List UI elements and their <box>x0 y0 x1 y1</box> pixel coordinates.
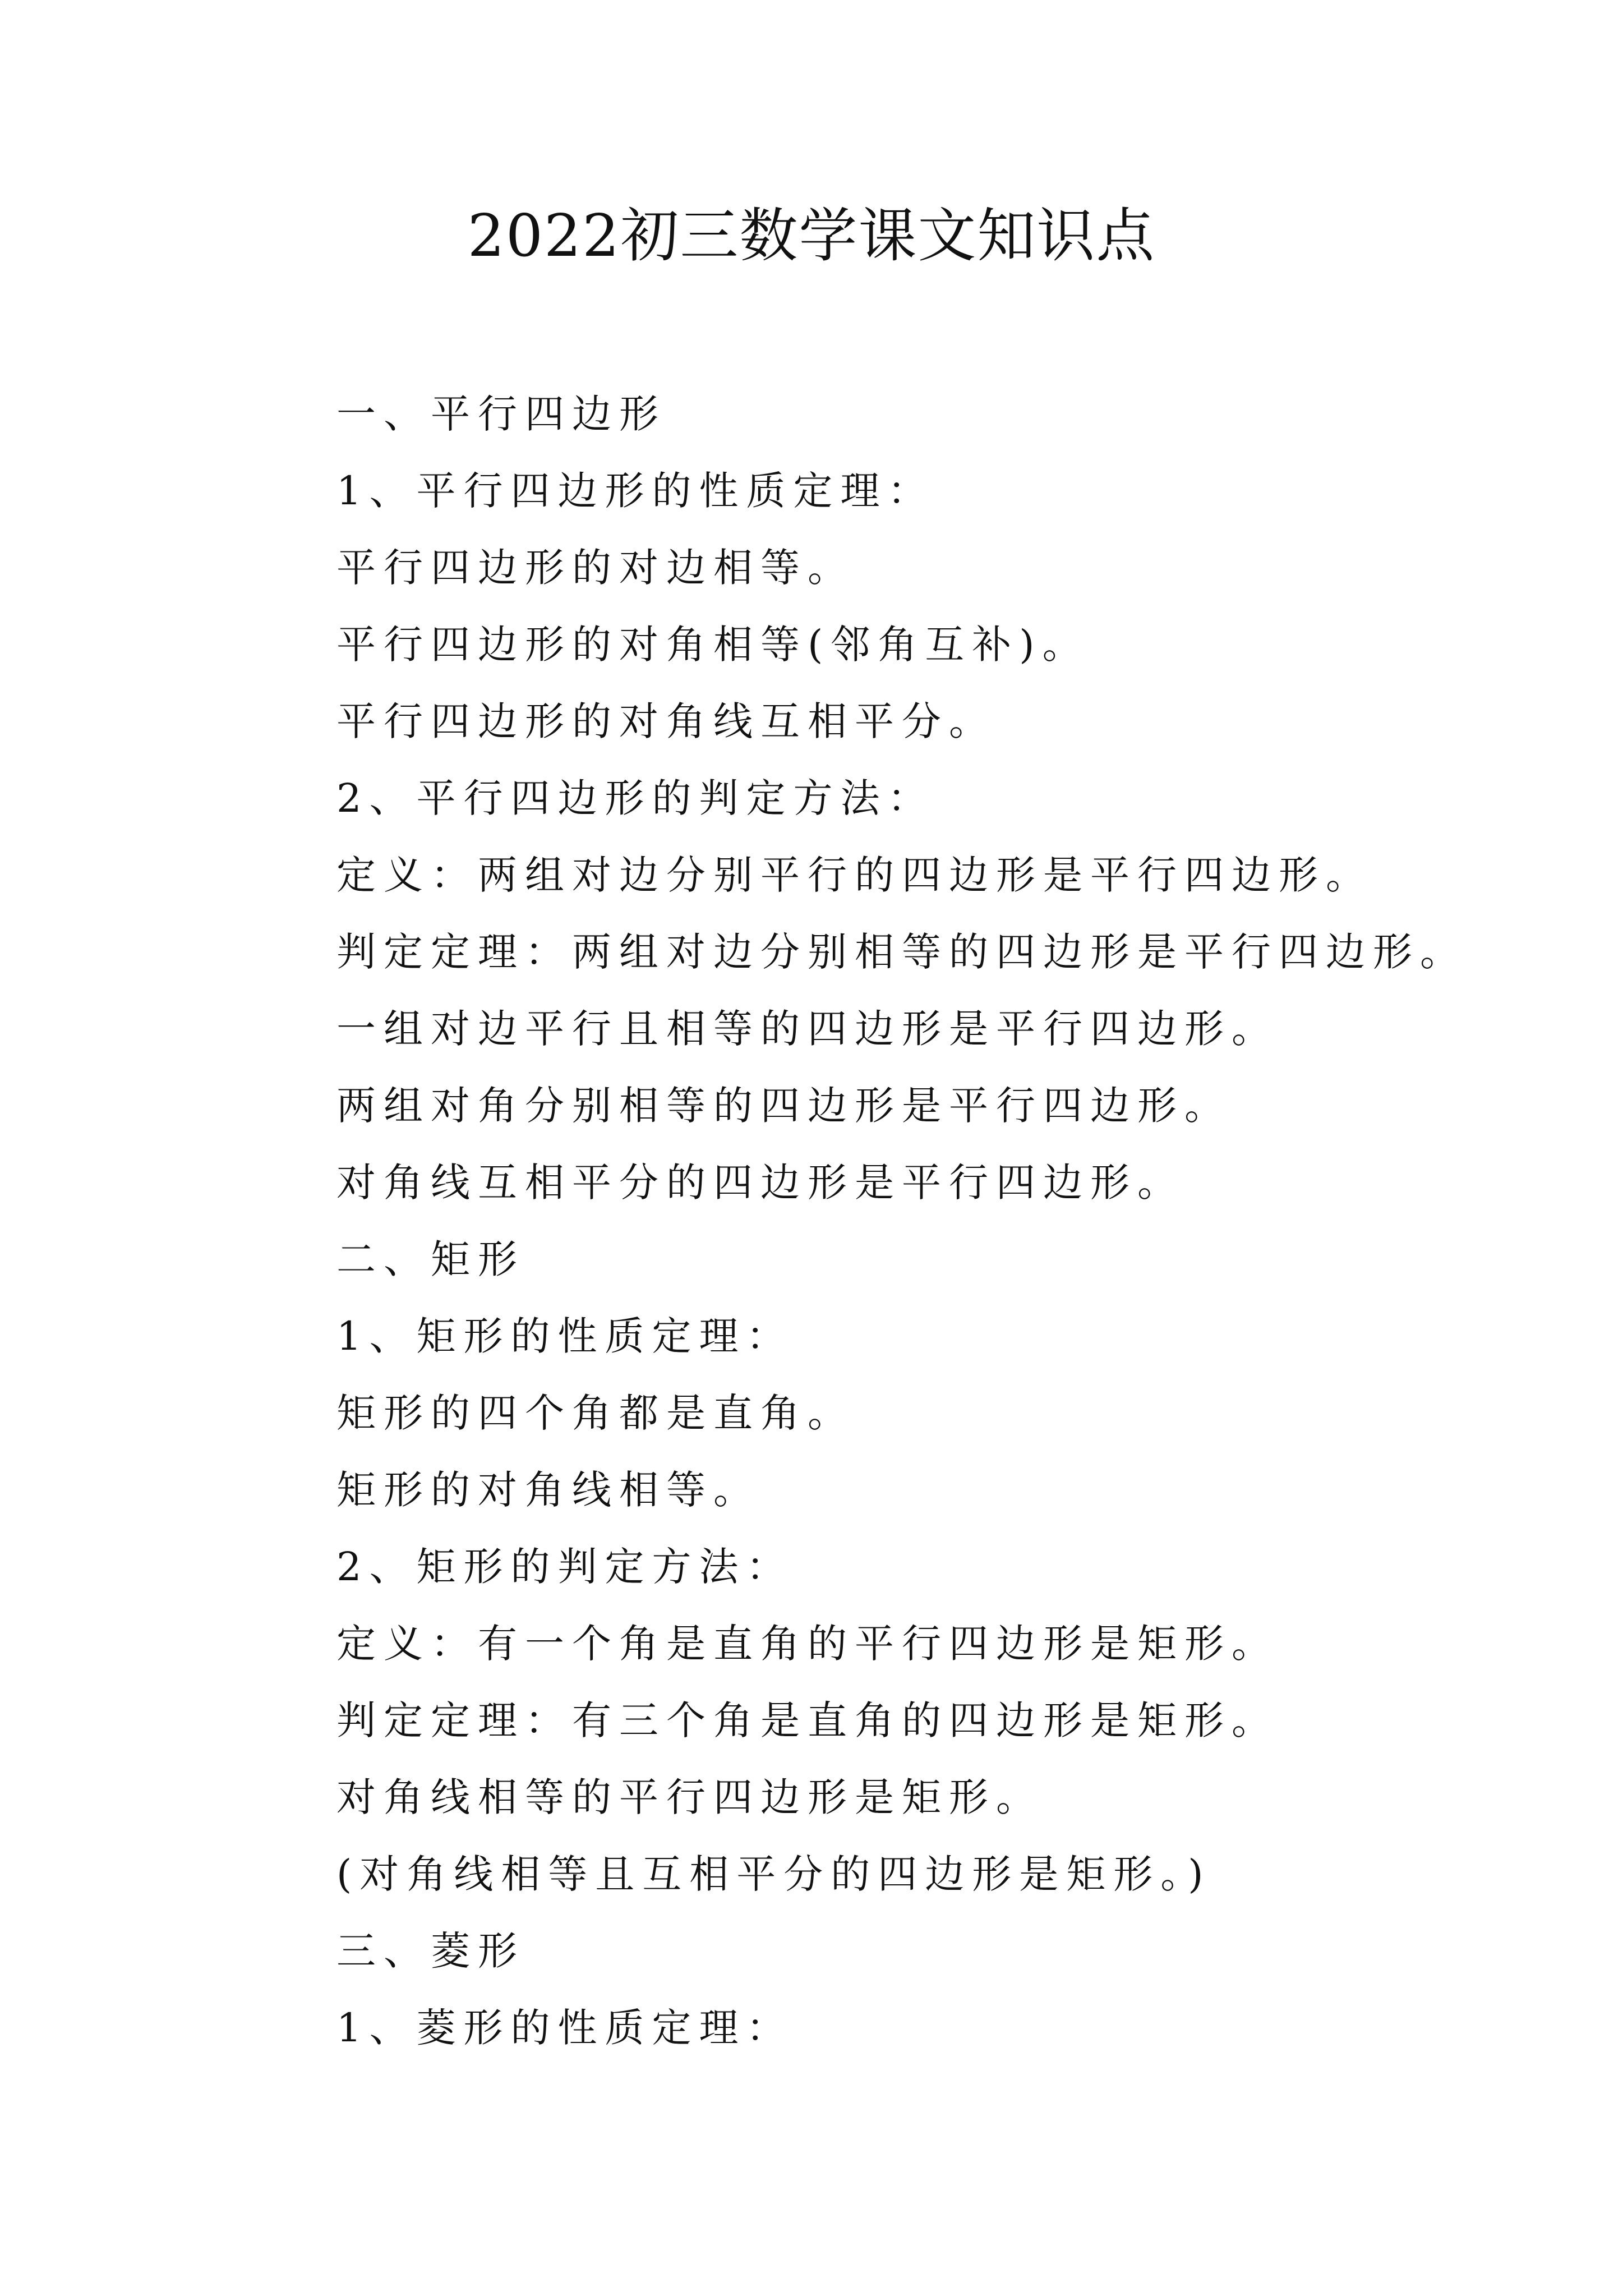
text-line: 两组对角分别相等的四边形是平行四边形。 <box>336 1083 1232 1129</box>
subsection-heading: 1、菱形的性质定理： <box>336 2005 794 2051</box>
text-line: 平行四边形的对角线互相平分。 <box>336 698 996 744</box>
text-line: 平行四边形的对边相等。 <box>336 545 855 591</box>
section-heading: 三、菱形 <box>336 1928 525 1974</box>
text-line: 定义：有一个角是直角的平行四边形是矩形。 <box>336 1621 1279 1667</box>
text-line: 平行四边形的对角相等(邻角互补)。 <box>336 622 1090 668</box>
text-line: 一组对边平行且相等的四边形是平行四边形。 <box>336 1006 1279 1052</box>
text-line: (对角线相等且互相平分的四边形是矩形。) <box>336 1851 1211 1897</box>
text-line: 矩形的四个角都是直角。 <box>336 1390 855 1436</box>
text-line: 判定定理：有三个角是直角的四边形是矩形。 <box>336 1697 1279 1743</box>
subsection-heading: 2、矩形的判定方法： <box>336 1544 794 1590</box>
section-heading: 一、平行四边形 <box>336 391 666 437</box>
document-body <box>336 376 1570 2067</box>
subsection-heading: 1、矩形的性质定理： <box>336 1313 794 1359</box>
text-line: 判定定理：两组对边分别相等的四边形是平行四边形。 <box>336 929 1467 975</box>
text-line: 对角线互相平分的四边形是平行四边形。 <box>336 1159 1184 1205</box>
subsection-heading: 2、平行四边形的判定方法： <box>336 775 935 821</box>
text-line: 矩形的对角线相等。 <box>336 1467 760 1513</box>
subsection-heading: 1、平行四边形的性质定理： <box>336 468 935 514</box>
document-title: 2022初三数学课文知识点 <box>467 201 1156 270</box>
section-heading: 二、矩形 <box>336 1236 525 1282</box>
text-line: 对角线相等的平行四边形是矩形。 <box>336 1774 1043 1820</box>
text-line: 定义：两组对边分别平行的四边形是平行四边形。 <box>336 852 1373 898</box>
